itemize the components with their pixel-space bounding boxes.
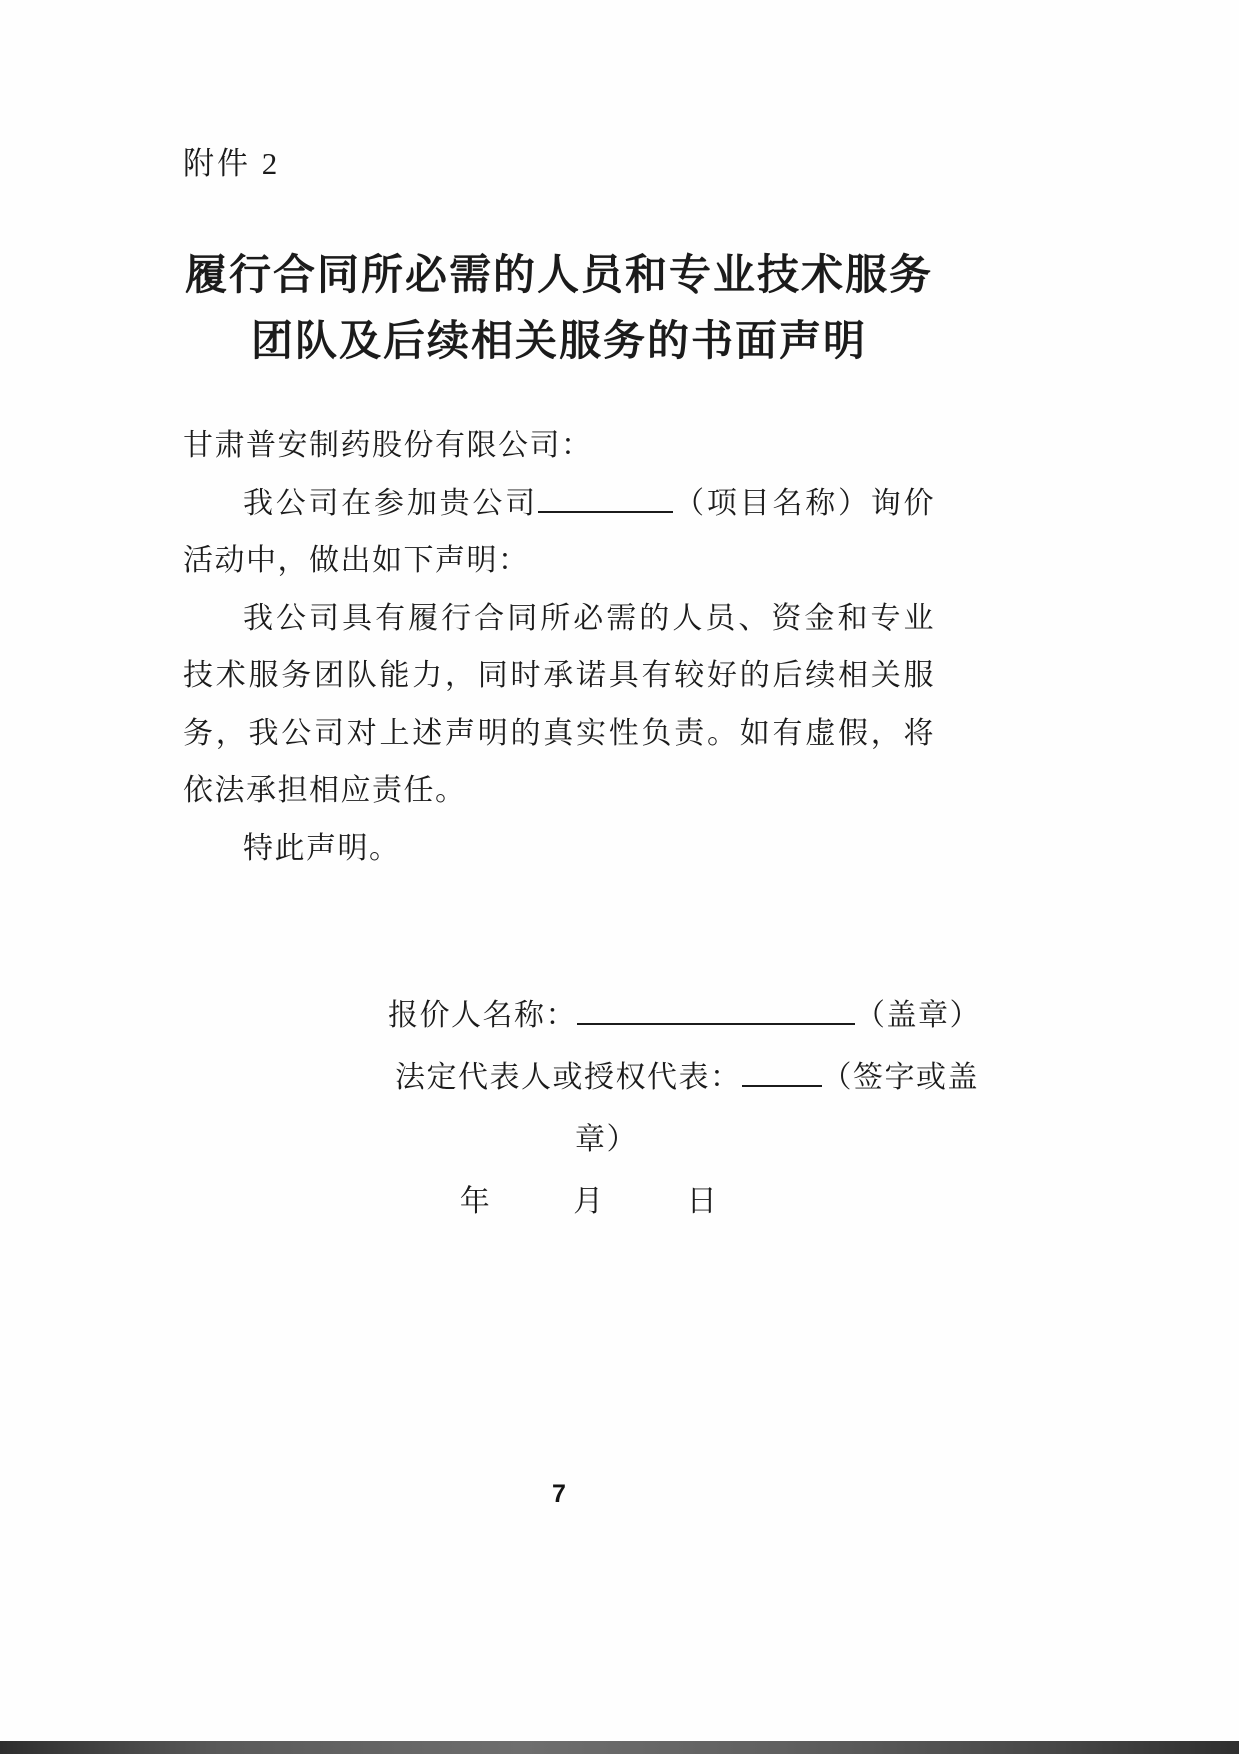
document-title <box>183 243 935 375</box>
bidder-seal-note: （盖章） <box>855 999 981 1032</box>
representative-sign-note-part2: 章） <box>575 1123 638 1156</box>
bidder-name-label: 报价人名称： <box>388 999 577 1032</box>
paragraph-declaration: 我公司具有履行合同所必需的人员、资金和专业技术服务团队能力，同时承诺具有较好的后续相关服务，我公司对上述声明的真实性负责。如有虚假，将依法承担相应责任。 <box>183 601 935 807</box>
signature-block <box>183 985 981 1233</box>
paragraph-project-text-after: （项目名称）询价活动中，做出如下声明： <box>183 486 936 577</box>
document-content <box>183 0 981 1233</box>
representative-label: 法定代表人或授权代表： <box>395 1061 742 1094</box>
date-year-label: 年 <box>459 1185 492 1218</box>
attachment-label: 附件 2 <box>183 146 281 181</box>
paragraph-project-text-before: 我公司在参加贵公司 <box>243 486 538 520</box>
bidder-name-line <box>183 985 981 1047</box>
representative-blank-line <box>742 1059 822 1088</box>
representative-sign-note-part1: （签字或盖 <box>821 1061 979 1094</box>
representative-line <box>183 1047 979 1109</box>
page-number: 7 <box>552 1480 566 1508</box>
salutation: 甘肃普安制药股份有限公司： <box>183 429 593 462</box>
closing-statement: 特此声明。 <box>243 831 401 865</box>
bidder-name-blank-line <box>577 997 855 1026</box>
project-name-blank-line <box>538 484 673 513</box>
document-title-line1: 履行合同所必需的人员和专业技术服务 <box>184 253 933 299</box>
document-body <box>183 417 935 877</box>
date-month-label: 月 <box>573 1185 605 1218</box>
scan-edge-shadow <box>0 1741 1239 1754</box>
document-title-line2: 团队及后续相关服务的书面声明 <box>250 319 867 365</box>
paragraph-project <box>183 475 935 590</box>
date-line <box>183 1171 935 1233</box>
date-day-label: 日 <box>686 1185 719 1218</box>
